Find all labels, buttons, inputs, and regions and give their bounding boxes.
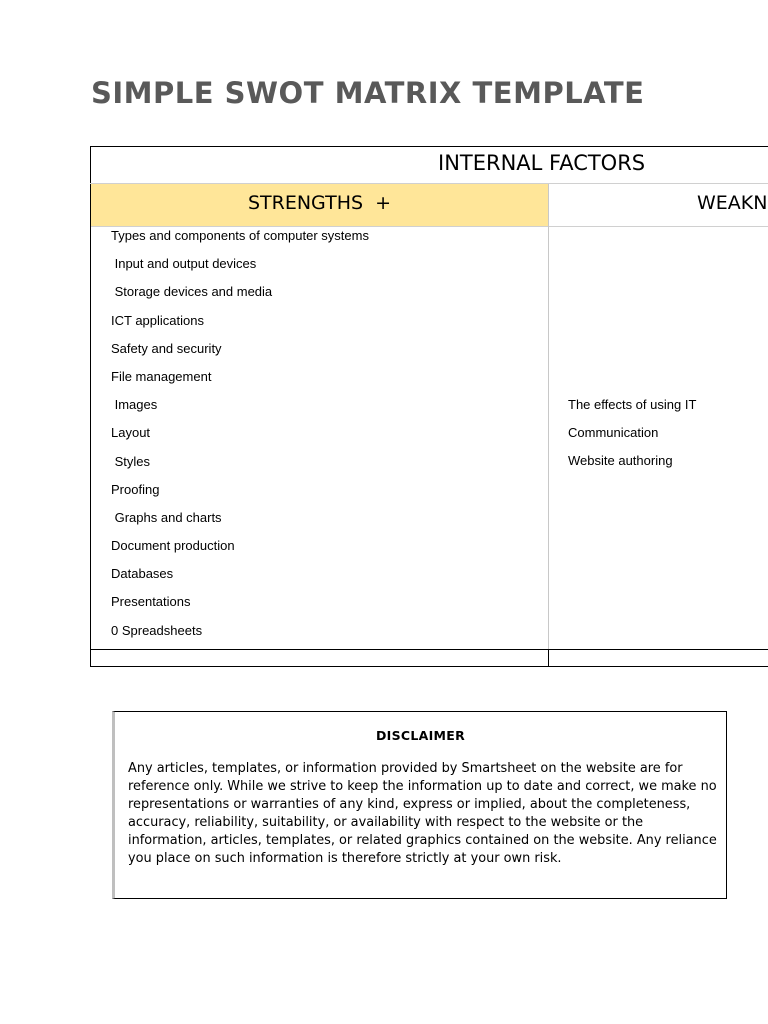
page-title: SIMPLE SWOT MATRIX TEMPLATE bbox=[91, 76, 645, 110]
strengths-list bbox=[111, 228, 369, 651]
weaknesses-header bbox=[549, 184, 768, 227]
weaknesses-header-label: WEAKN bbox=[697, 192, 768, 214]
weaknesses-list bbox=[568, 397, 696, 482]
strength-item: Presentations bbox=[111, 594, 191, 610]
strength-item: Databases bbox=[111, 566, 174, 582]
strength-item: 0 Spreadsheets bbox=[111, 622, 203, 638]
disclaimer-text: Any articles, templates, or information provided by Smartsheet on the website are for reference only. While we strive to keep the information up to date and correct, we make no representations or warranties of any kind, express or implied, about the completeness, accuracy, reliability, suitability, or availability with respect to the website or the information, articles, templates, or related graphics contained on the website. Any reliance you place on such information is therefore strictly at your own risk. bbox=[128, 761, 717, 866]
strength-item: Storage devices and media bbox=[111, 284, 273, 300]
table-empty-row-top-border bbox=[90, 649, 768, 650]
strength-item: File management bbox=[111, 368, 212, 384]
weakness-item: Website authoring bbox=[568, 453, 673, 469]
strength-item: Images bbox=[111, 397, 158, 413]
strength-item: Styles bbox=[111, 453, 151, 469]
strength-item: Document production bbox=[111, 538, 235, 554]
disclaimer-title: DISCLAIMER bbox=[375, 728, 466, 743]
internal-factors-label: INTERNAL FACTORS bbox=[438, 151, 646, 175]
internal-factors-header bbox=[90, 147, 768, 184]
empty-row-divider bbox=[548, 649, 549, 667]
strength-item: Safety and security bbox=[111, 340, 222, 356]
strength-item: ICT applications bbox=[111, 312, 204, 328]
strength-item: Graphs and charts bbox=[111, 509, 222, 525]
strengths-header bbox=[91, 184, 548, 227]
weakness-item: The effects of using IT bbox=[568, 397, 697, 412]
strength-item: Layout bbox=[111, 425, 151, 441]
table-border-bottom bbox=[90, 666, 768, 667]
swot-matrix-table bbox=[90, 146, 768, 666]
strength-item: Types and components of computer systems bbox=[111, 228, 369, 243]
strength-item: Input and output devices bbox=[111, 256, 257, 272]
strengths-header-label: STRENGTHS + bbox=[247, 192, 392, 214]
disclaimer-box bbox=[112, 711, 727, 899]
strength-item: Proofing bbox=[111, 481, 160, 497]
column-divider bbox=[548, 184, 549, 667]
weakness-item: Communication bbox=[568, 425, 659, 441]
